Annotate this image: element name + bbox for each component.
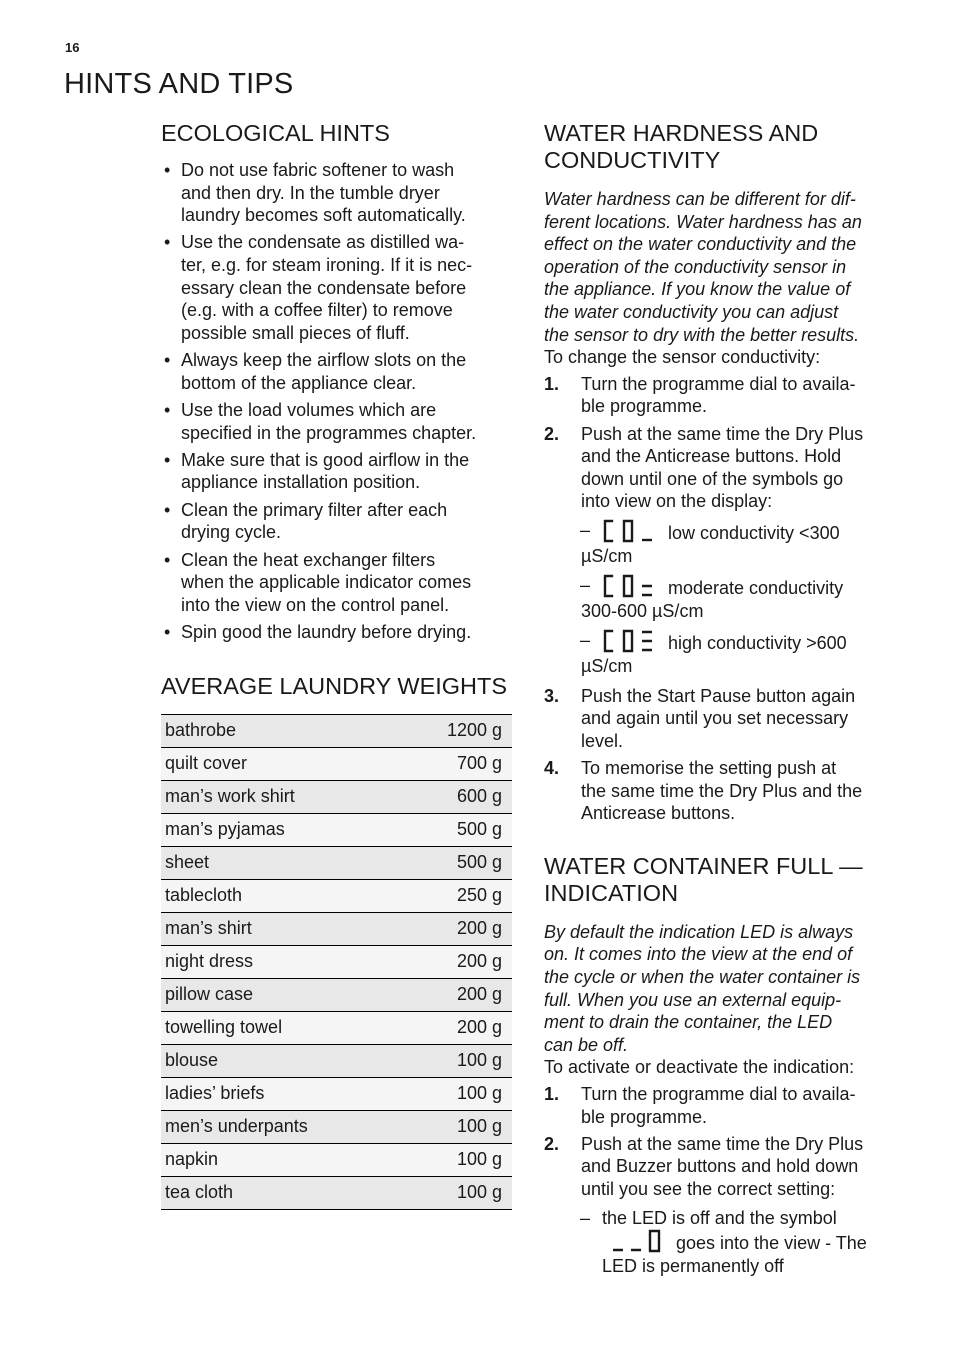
table-row: tea cloth 100 g bbox=[161, 1176, 512, 1209]
table-row: men’s underpants 100 g bbox=[161, 1110, 512, 1143]
list-item: 4. To memorise the setting push at the same time the Dry Plus and the Anticrease buttons. bbox=[544, 758, 863, 824]
conductivity-levels bbox=[544, 519, 904, 678]
right-column bbox=[544, 120, 904, 1284]
table-row: pillow case 200 g bbox=[161, 978, 512, 1011]
list-item: – moderate conductivity 300-600 µS/cm bbox=[580, 575, 844, 621]
list-item: 2. Push at the same time the Dry Plus and Buzzer buttons and hold down until you see the correct setting: – the LED is off and the symbol goes into the view - The LED is permanently off bbox=[544, 1133, 904, 1278]
ecological-hints-list bbox=[161, 159, 516, 644]
list-item: – low conductivity <300 µS/cm bbox=[580, 520, 840, 566]
list-item: • Use the load volumes which are specified in the programmes chapter. bbox=[164, 400, 477, 443]
led-off-display-icon bbox=[610, 1229, 662, 1253]
list-item: • Use the condensate as distilled wa- ter, e.g. for steam ironing. If it is nec- essary clean the condensate before (e.g. with a coffee filter) to remove possible small pieces of fluff. bbox=[164, 232, 473, 343]
water-hardness-lead: To change the sensor conductivity: bbox=[544, 347, 821, 368]
table-row: sheet 500 g bbox=[161, 846, 512, 879]
laundry-weights-table bbox=[161, 714, 512, 1210]
list-item: • Do not use fabric softener to wash and then dry. In the tumble dryer laundry becomes soft automatically. bbox=[164, 160, 466, 226]
table-row: man’s work shirt 600 g bbox=[161, 780, 512, 813]
table-row: man’s pyjamas 500 g bbox=[161, 813, 512, 846]
water-hardness-intro: Water hardness can be different for dif- ferent locations. Water hardness has an effect on the water conductivity and the operation of the conductivity sensor in the appliance. If you know the value of the water conductivity you can adjust the sensor to dry with the better results. bbox=[544, 189, 862, 345]
list-item: – the LED is off and the symbol goes into the view - The LED is permanently off bbox=[580, 1207, 867, 1276]
water-hardness-heading: WATER HARDNESS AND CONDUCTIVITY bbox=[544, 120, 819, 173]
list-item: • Always keep the airflow slots on the bottom of the appliance clear. bbox=[164, 350, 467, 393]
table-row: tablecloth 250 g bbox=[161, 879, 512, 912]
table-row: night dress 200 g bbox=[161, 945, 512, 978]
water-container-heading: WATER CONTAINER FULL — INDICATION bbox=[544, 852, 863, 906]
page-number: 16 bbox=[65, 40, 80, 55]
list-item: • Make sure that is good airflow in the appliance installation position. bbox=[164, 449, 470, 493]
list-item: 2. Push at the same time the Dry Plus and the Anticrease buttons. Hold down until one of the symbols go into view on the display: – low conductivity <300 µS/cm – moderate conductivity 300-600 µS/cm – high conductivity >600 µS/cm bbox=[544, 423, 904, 678]
page-title: HINTS AND TIPS bbox=[64, 68, 294, 100]
left-column bbox=[161, 120, 516, 1210]
low-conductivity-display-icon bbox=[602, 519, 654, 543]
water-container-lead: To activate or deactivate the indication: bbox=[544, 1057, 855, 1078]
moderate-conductivity-display-icon bbox=[602, 574, 654, 598]
table-row: man’s shirt 200 g bbox=[161, 912, 512, 945]
ecological-hints-heading: ECOLOGICAL HINTS bbox=[161, 120, 390, 146]
table-row: bathrobe 1200 g bbox=[161, 714, 512, 747]
table-row: towelling towel 200 g bbox=[161, 1011, 512, 1044]
list-item: 1. Turn the programme dial to availa- ble programme. bbox=[544, 1083, 856, 1127]
list-item: 1. Turn the programme dial to availa- ble programme. bbox=[544, 373, 856, 417]
list-item: 3. Push the Start Pause button again and again until you set necessary level. bbox=[544, 685, 856, 751]
high-conductivity-display-icon bbox=[602, 629, 654, 653]
list-item: • Spin good the laundry before drying. bbox=[164, 622, 472, 643]
table-row: napkin 100 g bbox=[161, 1143, 512, 1176]
laundry-weights-heading: AVERAGE LAUNDRY WEIGHTS bbox=[161, 672, 508, 699]
table-row: ladies’ briefs 100 g bbox=[161, 1077, 512, 1110]
list-item: • Clean the primary filter after each drying cycle. bbox=[164, 499, 448, 543]
led-settings bbox=[544, 1207, 904, 1278]
water-container-intro: By default the indication LED is always on. It comes into the view at the end of the cycle or when the water container is full. When you use an external equip- ment to drain the container, the LED can be off. bbox=[544, 921, 861, 1055]
table-row: blouse 100 g bbox=[161, 1044, 512, 1077]
list-item: • Clean the heat exchanger filters when the applicable indicator comes into the view on the control panel. bbox=[164, 549, 472, 615]
water-container-steps bbox=[544, 1083, 904, 1277]
table-row: quilt cover 700 g bbox=[161, 747, 512, 780]
water-hardness-steps bbox=[544, 373, 904, 825]
list-item: – high conductivity >600 µS/cm bbox=[580, 630, 847, 676]
